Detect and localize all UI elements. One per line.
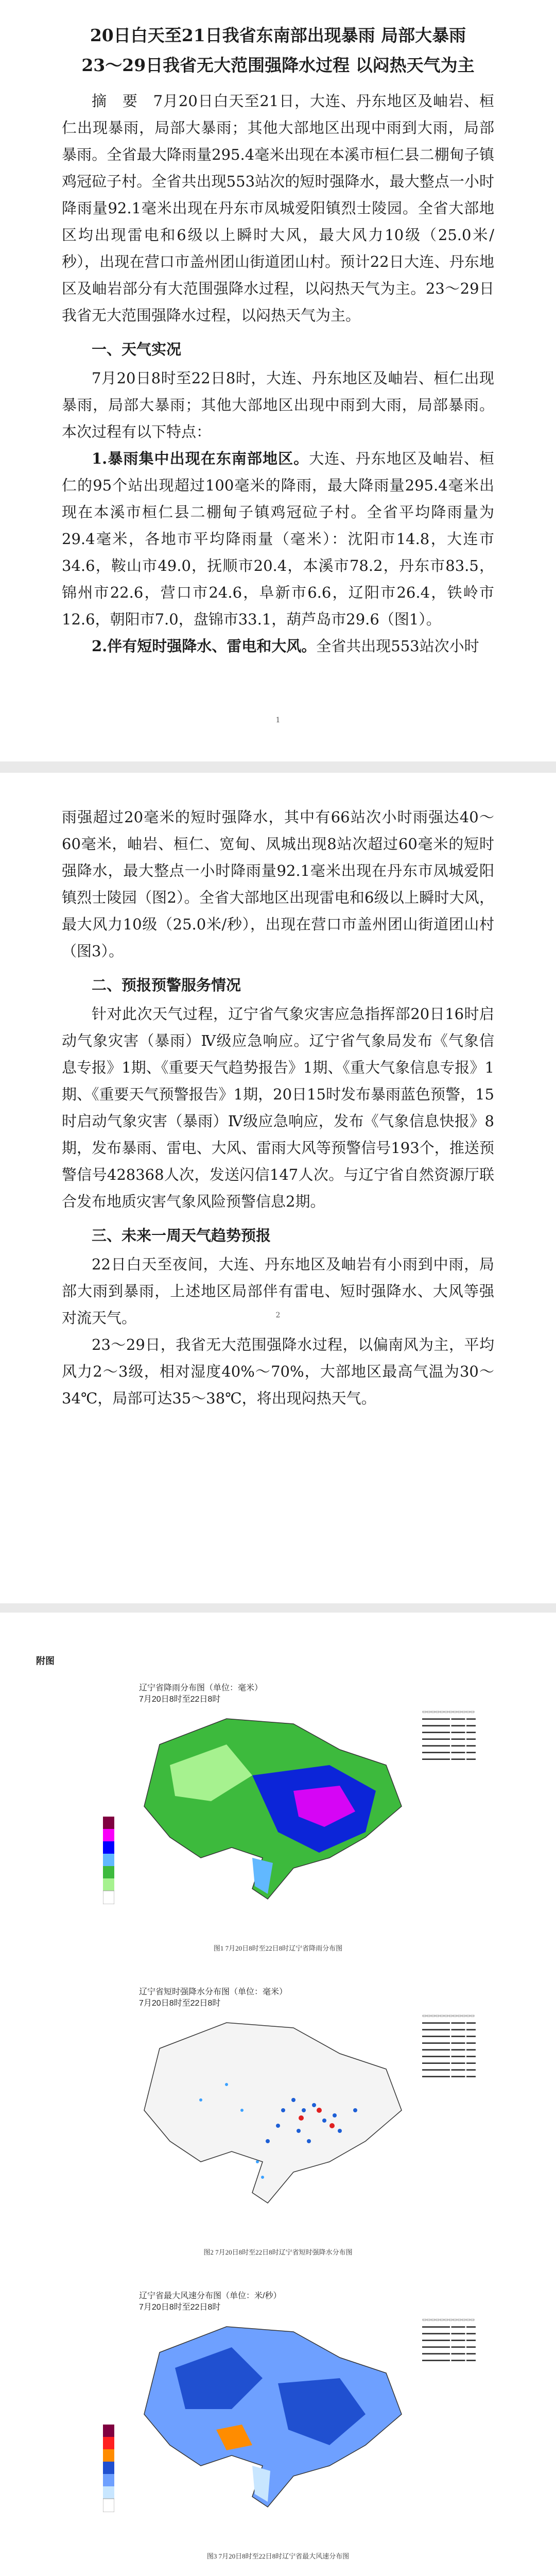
- figure-3-caption: 图3 7月20日8时至22日8时辽宁省最大风速分布图: [206, 2552, 350, 2560]
- point-1-text: 大连、丹东地区及岫岩、桓仁的95个站出现超过100毫米的降雨，最大降雨量295.4毫米出现在本溪市桓仁县二棚甸子镇鸡冠砬子村。全省平均降雨量为29.4毫米，各地市平均降雨量（毫米）：沈阳市14.8，大连市34.6，鞍山市49.0，抚顺市20.4，本溪市78.2，丹东市83.5，锦州市22.6，营口市24.6，阜新市6.6，辽阳市26.4，铁岭市12.6，朝阳市7.0，盘锦市33.1，葫芦岛市29.6（图1）。: [62, 450, 494, 628]
- figure-2-station-table: ▭▭▭▭▭▭▭▭▭▭▭▭ ▬▬▬▬▬▬ ▬▬▬ ▬▬ ▬▬▬▬▬▬ ▬▬▬ ▬▬ ▬▬▬▬▬▬ ▬▬▬ ▬▬ ▬▬▬▬▬▬ ▬▬▬ ▬▬ ▬▬▬▬▬▬ ▬▬▬ ▬▬ ▬▬▬▬▬▬ ▬▬▬ ▬▬ ▬▬▬▬▬▬ ▬▬▬ ▬▬ ▬▬▬▬▬▬ ▬▬▬ ▬▬ ▬▬▬▬▬▬ ▬▬▬ ▬▬: [422, 2013, 476, 2078]
- point-1-paragraph: [62, 445, 494, 633]
- figure-3-station-table: ▭▭▭▭▭▭▭▭▭▭▭▭ ▬▬▬▬▬▬ ▬▬▬ ▬▬ ▬▬▬▬▬▬ ▬▬▬ ▬▬ ▬▬▬▬▬▬ ▬▬▬ ▬▬ ▬▬▬▬▬▬ ▬▬▬ ▬▬ ▬▬▬▬▬▬ ▬▬▬ ▬▬ ▬▬▬▬▬▬ ▬▬▬ ▬▬: [422, 2317, 476, 2362]
- document-title-line-2: 23～29日我省无大范围强降水过程 以闷热天气为主: [81, 55, 475, 75]
- point-2-text: 全省共出现553站次小时: [316, 637, 479, 655]
- section-3-paragraph-1: 22日白天至夜间，大连、丹东地区及岫岩有小雨到中雨，局部大雨到暴雨，上述地区局部伴有雷电、短时强降水、大风等强对流天气。: [62, 1256, 494, 1327]
- figure-2-title: [139, 1987, 287, 2009]
- figure-2-title-line-1: 辽宁省短时强降水分布图（单位：毫米）: [139, 1988, 288, 1996]
- figure-1-title-line-1: 辽宁省降雨分布图（单位：毫米）: [139, 1684, 263, 1692]
- figure-2-caption: 图2 7月20日8时至22日8时辽宁省短时强降水分布图: [203, 2248, 353, 2256]
- liaoning-rainfall-map: [98, 1703, 417, 1920]
- figure-1-caption: 图1 7月20日8时至22日8时辽宁省降雨分布图: [213, 1944, 343, 1952]
- wind-color-scale: [103, 2425, 114, 2512]
- page-number: 1: [275, 716, 281, 724]
- section-2-paragraph: 针对此次天气过程，辽宁省气象灾害应急指挥部20日16时启动气象灾害（暴雨）Ⅳ级应急响应。辽宁省气象局发布《气象信息专报》1期、《重要天气趋势报告》1期、《重大气象信息专报》1期、《重要天气预警报告》1期，20日15时发布暴雨蓝色预警，15时启动气象灾害（暴雨）Ⅳ级应急响应，发布《气象信息快报》8期，发布暴雨、雷电、大风、雷雨大风等预警信号193个，推送预警信号428368人次，发送闪信147人次。与辽宁省自然资源厅联合发布地质灾害气象风险预警信息2期。: [62, 1005, 494, 1210]
- section-1-heading: 一、天气实况: [92, 341, 182, 358]
- figure-1-station-table: ▭▭▭▭▭▭▭▭▭▭▭▭ ▬▬▬▬▬▬ ▬▬▬ ▬▬ ▬▬▬▬▬▬ ▬▬▬ ▬▬ ▬▬▬▬▬▬ ▬▬▬ ▬▬ ▬▬▬▬▬▬ ▬▬▬ ▬▬ ▬▬▬▬▬▬ ▬▬▬ ▬▬ ▬▬▬▬▬▬ ▬▬▬ ▬▬ ▬▬▬▬▬▬ ▬▬▬ ▬▬: [422, 1709, 476, 1761]
- section-3-heading: 三、未来一周天气趋势预报: [92, 1227, 271, 1244]
- section-3-paragraph-2: 23～29日，我省无大范围强降水过程，以偏南风为主，平均风力2～3级，相对湿度40%～70%，大部地区最高气温为30～34℃，局部可达35～38℃，将出现闷热天气。: [62, 1336, 494, 1407]
- page-number: 2: [275, 1311, 281, 1319]
- figure-2-short-heavy-rain-map: [31, 1987, 525, 2275]
- section-2-heading: 二、预报预警服务情况: [92, 976, 241, 994]
- figure-3-title: [139, 2291, 281, 2313]
- figure-1-rainfall-map: [31, 1683, 525, 1971]
- document-page-2: [0, 773, 556, 1613]
- liaoning-max-wind-map: [98, 2311, 417, 2528]
- continued-paragraph: 雨强超过20毫米的短时强降水，其中有66站次小时雨强达40～60毫米，岫岩、桓仁、宽甸、凤城出现8站次超过60毫米的短时强降水，最大整点一小时降雨量92.1毫米出现在丹东市凤城爱阳镇烈士陵园（图2）。全省大部地区出现雷电和6级以上瞬时大风，最大风力10级（25.0米/秒），出现在营口市盖州团山街道团山村（图3）。: [62, 808, 494, 960]
- point-2-heading: 2.伴有短时强降水、雷电和大风。: [92, 637, 317, 655]
- figure-2-title-line-2: 7月20日8时至22日8时: [139, 1999, 221, 2008]
- rainfall-color-scale: [103, 1817, 114, 1904]
- point-1-heading: 1.暴雨集中出现在东南部地区。: [92, 450, 309, 467]
- appendix-heading: 附图: [36, 1656, 55, 1666]
- abstract-paragraph: 摘 要 7月20日白天至21日，大连、丹东地区及岫岩、桓仁出现暴雨，局部大暴雨；其他大部地区出现中雨到大雨，局部暴雨。全省最大降雨量295.4毫米出现在本溪市桓仁县二棚甸子镇鸡冠砬子村。全省共出现553站次的短时强降水，最大整点一小时降雨量92.1毫米出现在丹东市凤城爱阳镇烈士陵园。全省大部地区均出现雷电和6级以上瞬时大风，最大风力10级（25.0米/秒），出现在营口市盖州团山街道团山村。预计22日大连、丹东地区及岫岩部分有大范围强降水过程，以闷热天气为主。23～29日我省无大范围强降水过程，以闷热天气为主。: [62, 92, 494, 324]
- figure-3-max-wind-map: [31, 2291, 525, 2576]
- document-title-line-1: 20日白天至21日我省东南部出现暴雨 局部大暴雨: [90, 25, 466, 45]
- section-1-paragraph: 7月20日8时至22日8时，大连、丹东地区及岫岩、桓仁出现暴雨，局部大暴雨；其他大部地区出现中雨到大雨，局部暴雨。本次过程有以下特点：: [62, 369, 494, 440]
- figure-3-title-line-1: 辽宁省最大风速分布图（单位：米/秒）: [139, 2292, 282, 2300]
- figure-3-title-line-2: 7月20日8时至22日8时: [139, 2303, 221, 2312]
- figure-1-title: [139, 1683, 263, 1705]
- figure-1-title-line-2: 7月20日8时至22日8时: [139, 1695, 221, 1704]
- point-2-paragraph: [62, 633, 494, 659]
- liaoning-short-rain-map: [98, 2007, 417, 2224]
- document-page-1: [0, 0, 556, 773]
- document-page-3-figures: [0, 1613, 556, 2576]
